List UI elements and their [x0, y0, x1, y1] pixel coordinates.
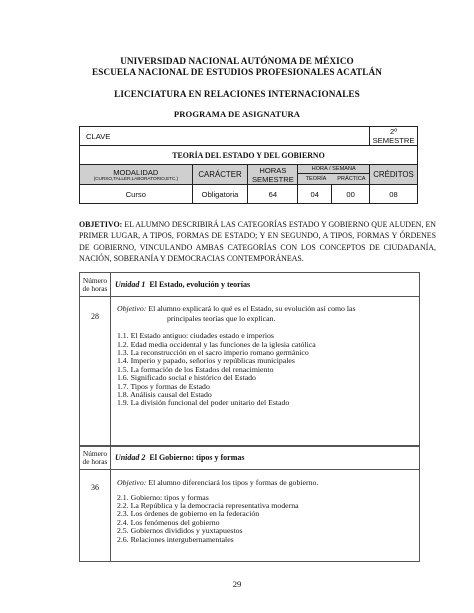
program-heading: PROGRAMA DE ASIGNATURA	[173, 109, 301, 119]
list-item: 2.6. Relaciones intergubernamentales	[116, 534, 234, 544]
list-item: 2.5. Gobiernos divididos y yuxtapuestos	[116, 526, 243, 536]
list-item: 1.4. Imperio y papado, señoríos y repúblicas municipales	[116, 356, 295, 366]
objective-block	[79, 219, 436, 264]
objective-label: OBJETIVO:	[79, 220, 123, 229]
unit-topics	[117, 332, 413, 408]
semester-cell: 2º SEMESTRE	[370, 127, 418, 146]
list-item: 1.3. La reconstrucción en el sacro imperio romano germánico	[116, 348, 309, 357]
list-item: 1.5. La formación de los Estados del renacimiento	[116, 364, 274, 374]
unit-objective: Objetivo: El alumno diferenciará los tipos y formas de gobierno.	[116, 478, 319, 487]
unit-1-table	[79, 272, 420, 447]
unit-2-table	[79, 445, 420, 562]
list-item: 1.1. El Estado antiguo: ciudades estado e imperios	[116, 331, 274, 341]
list-item: 1.6. Significado social e histórico del Estado	[116, 373, 256, 383]
school-name: ESCUELA NACIONAL DE ESTUDIOS PROFESIONALES ACATLÁN	[92, 67, 382, 77]
value-caracter: Obligatoria	[192, 185, 248, 204]
list-item: 2.3. Los órdenes de gobierno en la federación	[116, 509, 260, 519]
header-caracter: CARÁCTER	[192, 165, 248, 185]
header-creditos: CRÉDITOS	[370, 165, 418, 185]
list-item: 2.4. Los fenómenos del gobierno	[116, 517, 220, 527]
unit-content	[110, 470, 419, 562]
hours-header: Número de horas	[80, 446, 111, 470]
list-item: 1.2. Edad media occidental y las funciones de la iglesia católica	[116, 339, 316, 349]
list-item: 2.1. Gobierno: tipos y formas	[116, 492, 209, 502]
value-modalidad: Curso	[80, 185, 193, 204]
course-title: TEORÍA DEL ESTADO Y DEL GOBIERNO	[80, 146, 418, 165]
value-horas: 64	[248, 185, 298, 204]
unit-content	[110, 297, 419, 447]
page-number: 29	[232, 579, 242, 589]
objective-text: EL ALUMNO DESCRIBIRÁ LAS CATEGORÍAS ESTADO Y GOBIERNO QUE ALUDEN, EN PRIMER LUGAR, A TIPOS, FORMAS DE ESTADO; Y EN SEGUNDO, A TIPOS, FORMAS Y ÓRDENES DE GOBIERNO, VINCULANDO AMBAS CATEGORÍAS CON LOS CONCEPTOS DE CIUDADANÍA, NACIÓN, SOBERANÍA Y DEMOCRACIAS CONTEMPORÁNEAS.	[79, 220, 436, 263]
unit-title: Unidad 1 El Estado, evolución y teorías	[110, 273, 419, 297]
course-info-table	[79, 126, 418, 204]
header-practica: PRÁCTICA	[337, 176, 366, 182]
header-horas: HORAS SEMESTRE	[248, 165, 298, 185]
hours-header: Número de horas	[80, 273, 111, 297]
unit-title: Unidad 2 El Gobierno: tipos y formas	[110, 446, 419, 470]
university-name: UNIVERSIDAD NACIONAL AUTÓNOMA DE MÉXICO	[120, 56, 354, 66]
list-item: 1.7. Tipos y formas de Estado	[116, 381, 210, 391]
unit-hours: 28	[80, 297, 111, 447]
clave-cell: CLAVE	[80, 127, 370, 146]
unit-topics	[117, 494, 413, 544]
list-item: 1.8. Análisis causal del Estado	[116, 390, 212, 400]
value-practica: 00	[332, 185, 370, 204]
header-teoria: TEORÍA	[305, 176, 327, 182]
header-hora-semana: HORA / SEMANA TEORÍA PRÁCTICA	[298, 165, 370, 185]
degree-name: LICENCIATURA EN RELACIONES INTERNACIONALES	[114, 89, 360, 99]
value-teoria: 04	[298, 185, 332, 204]
unit-objective: Objetivo: El alumno explicará lo qué es el Estado, su evolución así como las principales teorías que lo explican.	[116, 304, 356, 323]
list-item: 1.9. La división funcional del poder unitario del Estado	[116, 398, 290, 408]
value-creditos: 08	[370, 185, 418, 204]
unit-hours: 36	[80, 470, 111, 562]
header-modalidad: MODALIDAD (CURSO,TALLER,LABORATORIO,ETC.)	[80, 165, 193, 185]
list-item: 2.2. La República y la democracia representativa moderna	[116, 501, 299, 510]
